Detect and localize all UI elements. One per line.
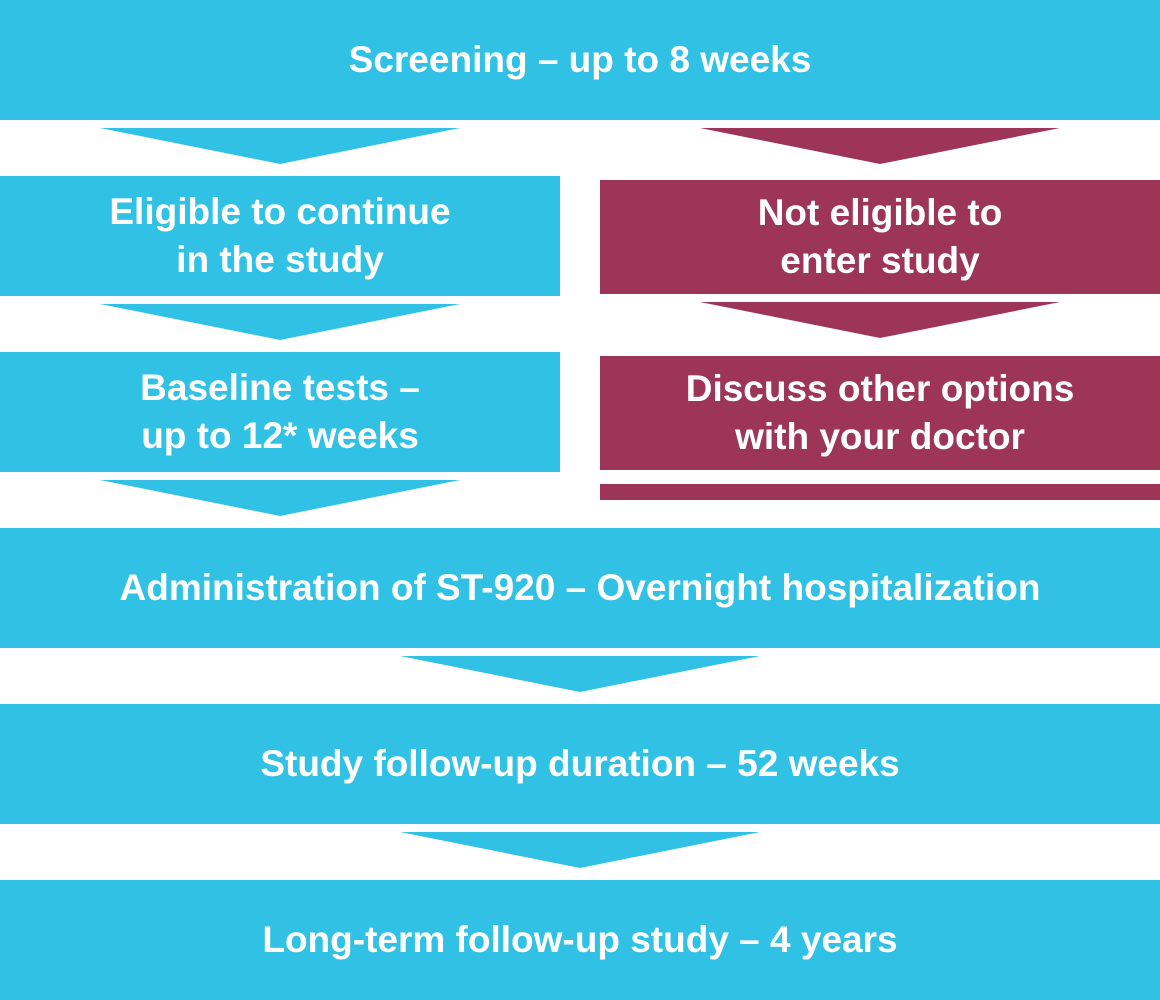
screening-label: Screening – up to 8 weeks	[348, 39, 812, 80]
exit-end-bar	[600, 484, 1160, 500]
baseline-label-line-2: up to 12* weeks	[141, 415, 419, 456]
arrow-to-longterm	[400, 832, 760, 868]
not-eligible-box	[600, 180, 1160, 294]
screening-box	[0, 0, 1160, 120]
not-eligible-label-line-1: Not eligible to	[757, 192, 1003, 233]
administration-box	[0, 528, 1160, 648]
baseline-box	[0, 352, 560, 472]
discuss-box	[600, 356, 1160, 470]
discuss-label-line-1: Discuss other options	[685, 368, 1075, 409]
eligible-box	[0, 176, 560, 296]
eligible-label-line-2: in the study	[176, 239, 384, 280]
arrow-to-not-eligible	[700, 128, 1060, 164]
arrow-to-administration	[100, 480, 460, 516]
followup-label: Study follow-up duration – 52 weeks	[260, 743, 900, 784]
administration-label: Administration of ST-920 – Overnight hospitalization	[119, 567, 1041, 608]
not-eligible-label-line-2: enter study	[780, 240, 980, 281]
discuss-label-line-2: with your doctor	[735, 416, 1025, 457]
longterm-box	[0, 880, 1160, 1000]
baseline-label-line-1: Baseline tests –	[140, 367, 420, 408]
arrow-to-eligible	[100, 128, 460, 164]
eligible-label-line-1: Eligible to continue	[109, 191, 451, 232]
longterm-label: Long-term follow-up study – 4 years	[262, 919, 898, 960]
arrow-to-discuss	[700, 302, 1060, 338]
arrow-to-followup	[400, 656, 760, 692]
followup-box	[0, 704, 1160, 824]
arrow-to-baseline	[100, 304, 460, 340]
